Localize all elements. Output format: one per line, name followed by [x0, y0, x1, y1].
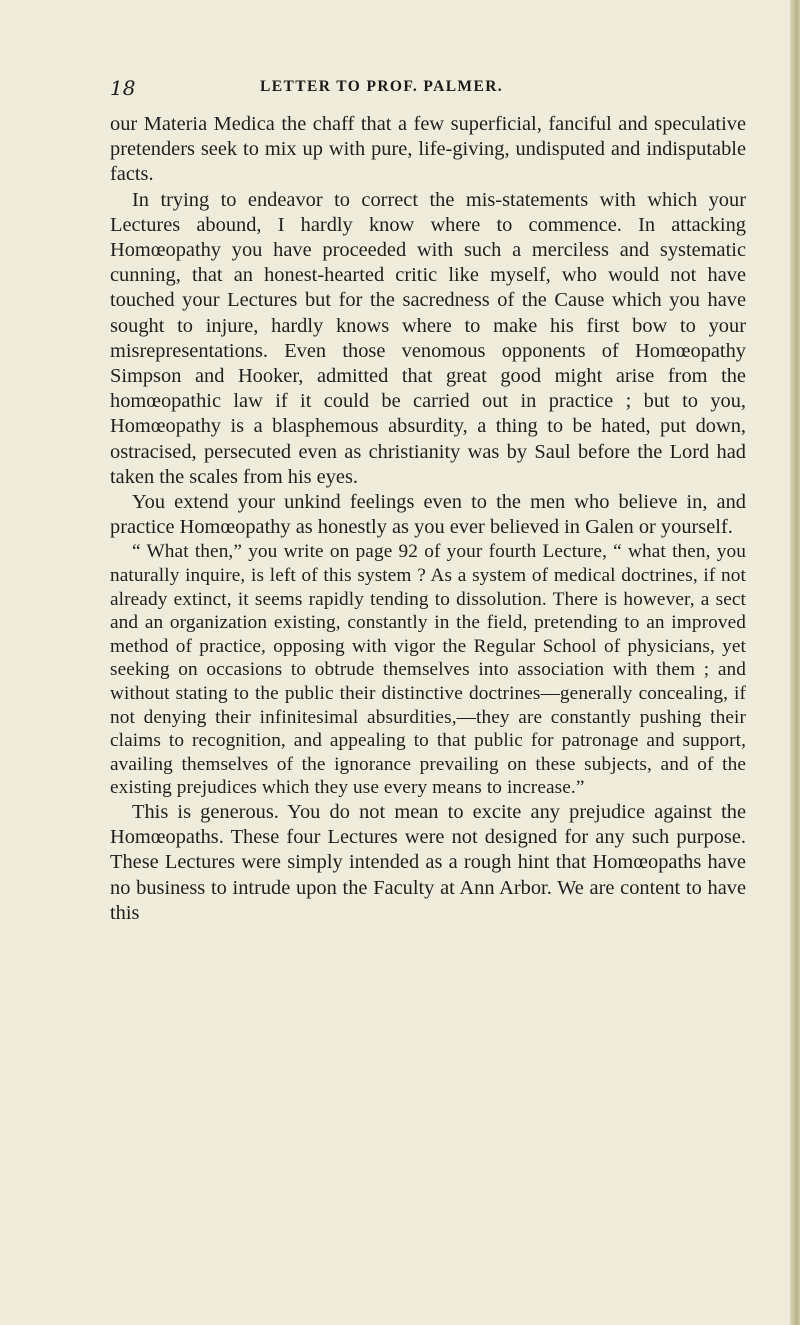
paragraph-continuation: our Materia Medica the chaff that a few superficial, fanciful and speculative pretenders seek to mix up with pure, life-giving, undisputed and indisputable facts.: [110, 113, 746, 186]
body-text: [110, 112, 746, 926]
page-header: [110, 76, 750, 106]
running-head: LETTER TO PROF. PALMER.: [260, 78, 504, 95]
page-number: 18: [110, 76, 136, 100]
paragraph: In trying to endeavor to correct the mis-statements with which your Lectures abound, I hardly know where to commence. In attacking Homœopathy you have proceeded with such a merciless and systematic cunning, that an honest-hearted critic like myself, who would not have touched your Lectures but for the sacredness of the Cause which you have sought to injure, hardly knows where to make his first bow to your misrepresentations. Even those venomous opponents of Homœopathy Simpson and Hooker, admitted that great good might arise from the homœopathic law if it could be carried out in practice ; but to you, Homœopathy is a blasphemous absurdity, a thing to be hated, put down, ostracised, persecuted even as christianity was by Saul before the Lord had taken the scales from his eyes.: [110, 188, 746, 488]
paragraph: This is generous. You do not mean to excite any prejudice against the Homœopaths. These four Lectures were not designed for any such purpose. These Lectures were simply intended as a rough hint that Homœopaths have no business to intrude upon the Faculty at Ann Arbor. We are content to have this: [110, 800, 746, 924]
page-edge-shadow: [790, 0, 800, 1325]
quoted-paragraph: “ What then,” you write on page 92 of your fourth Lecture, “ what then, you naturally inquire, is left of this system ? As a system of medical doctrines, if not already extinct, it seems rapidly tending to dissolution. There is however, a sect and an organization existing, constantly in the field, pretending to an improved method of practice, opposing with vigor the Regular School of physicians, yet seeking on occasions to obtrude themselves into association with them ; and without stating to the public their distinctive doctrines—generally concealing, if not denying their infinitesimal absurdities,—they are constantly pushing their claims to recognition, and appealing to that public for patronage and support, availing themselves of the ignorance prevailing on these subjects, and of the existing prejudices which they use every means to increase.”: [110, 541, 746, 799]
paragraph: You extend your unkind feelings even to the men who believe in, and practice Homœopathy as honestly as you ever believed in Galen or yourself.: [110, 491, 746, 539]
